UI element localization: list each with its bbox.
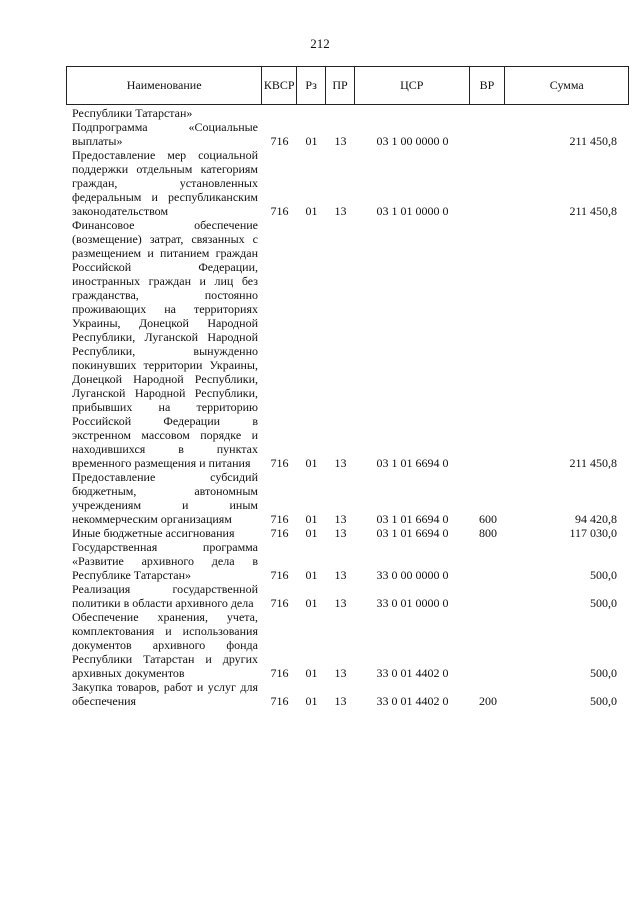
cell-name: Обеспечение хранения, учета, комплектования и использования документов архивного фонда Республики Татарстан и других архивных документов <box>72 610 258 680</box>
cell-rz: 01 <box>305 512 318 526</box>
cell-csr: 33 0 01 4402 0 <box>376 666 449 680</box>
table-row <box>66 218 629 470</box>
cell-kvsr: 716 <box>270 134 289 148</box>
table-body <box>66 106 629 708</box>
cell-rz: 01 <box>305 596 318 610</box>
column-header-sum: Сумма <box>549 78 584 92</box>
cell-pr: 13 <box>334 134 347 148</box>
page-number: 212 <box>310 36 330 51</box>
cell-rz: 01 <box>305 204 318 218</box>
cell-rz: 01 <box>305 666 318 680</box>
cell-name: Предоставление субсидий бюджетным, автономным учреждениям и иным некоммерческим организациям <box>72 470 258 526</box>
cell-pr: 13 <box>334 694 347 708</box>
column-header-csr: ЦСР <box>355 67 470 104</box>
column-header-vr: ВР <box>470 67 506 104</box>
cell-pr: 13 <box>334 666 347 680</box>
table-row <box>66 680 629 708</box>
column-header-pr: ПР <box>326 67 355 104</box>
table-row <box>66 582 629 610</box>
cell-csr: 33 0 01 0000 0 <box>376 596 449 610</box>
table-row <box>66 106 629 120</box>
cell-sum: 94 420,8 <box>575 512 617 526</box>
cell-kvsr: 716 <box>270 596 289 610</box>
cell-pr: 13 <box>334 596 347 610</box>
cell-name: Республики Татарстан» <box>72 106 193 120</box>
cell-sum: 500,0 <box>590 694 617 708</box>
cell-kvsr: 716 <box>270 694 289 708</box>
table-row <box>66 470 629 526</box>
cell-rz: 01 <box>305 526 318 540</box>
column-header-name: Наименование <box>67 67 262 104</box>
cell-pr: 13 <box>334 568 347 582</box>
cell-name: Подпрограмма «Социальные выплаты» <box>72 120 258 148</box>
cell-sum: 211 450,8 <box>569 134 617 148</box>
cell-kvsr: 716 <box>270 204 289 218</box>
cell-sum: 500,0 <box>590 666 617 680</box>
table-header <box>66 66 629 105</box>
column-header-rz: Рз <box>297 67 326 104</box>
cell-vr: 800 <box>479 526 497 540</box>
table-row <box>66 526 629 540</box>
cell-vr: 200 <box>479 694 497 708</box>
cell-kvsr: 716 <box>270 512 289 526</box>
cell-sum: 500,0 <box>590 568 617 582</box>
cell-name: Государственная программа «Развитие архивного дела в Республике Татарстан» <box>72 540 258 582</box>
cell-name: Финансовое обеспечение (возмещение) затрат, связанных с размещением и питанием граждан Российской Федерации, иностранных граждан и лиц без гражданства, постоянно проживающих на территориях Украины, Донецкой Народной Республики, Луганской Народной Республики, вынужденно покинувших территории Украины, Донецкой Народной Республики, Луганской Народной Республики, прибывших на территорию Российской Федерации в экстренном массовом порядке и находившихся в пунктах временного размещения и питания <box>72 218 258 470</box>
cell-name: Предоставление мер социальной поддержки отдельным категориям граждан, установленных федеральным и республиканским законодательством <box>72 148 258 218</box>
cell-sum: 211 450,8 <box>569 456 617 470</box>
cell-csr: 03 1 01 6694 0 <box>376 512 449 526</box>
cell-csr: 33 0 00 0000 0 <box>376 568 449 582</box>
cell-name: Закупка товаров, работ и услуг для обеспечения <box>72 680 258 708</box>
table-row <box>66 610 629 680</box>
table-row <box>66 148 629 218</box>
cell-kvsr: 716 <box>270 666 289 680</box>
cell-kvsr: 716 <box>270 526 289 540</box>
cell-csr: 33 0 01 4402 0 <box>376 694 449 708</box>
cell-rz: 01 <box>305 568 318 582</box>
cell-sum: 117 030,0 <box>569 526 617 540</box>
cell-vr: 600 <box>479 512 497 526</box>
cell-kvsr: 716 <box>270 456 289 470</box>
table-row <box>66 120 629 148</box>
cell-rz: 01 <box>305 134 318 148</box>
cell-sum: 211 450,8 <box>569 204 617 218</box>
cell-pr: 13 <box>334 512 347 526</box>
cell-pr: 13 <box>334 526 347 540</box>
cell-rz: 01 <box>305 694 318 708</box>
cell-sum: 500,0 <box>590 596 617 610</box>
cell-csr: 03 1 00 0000 0 <box>376 134 449 148</box>
table-row <box>66 540 629 582</box>
cell-pr: 13 <box>334 456 347 470</box>
cell-rz: 01 <box>305 456 318 470</box>
column-header-kvsr: КВСР <box>262 67 297 104</box>
cell-kvsr: 716 <box>270 568 289 582</box>
cell-csr: 03 1 01 6694 0 <box>376 456 449 470</box>
cell-csr: 03 1 01 6694 0 <box>376 526 449 540</box>
cell-csr: 03 1 01 0000 0 <box>376 204 449 218</box>
cell-name: Реализация государственной политики в области архивного дела <box>72 582 258 610</box>
cell-pr: 13 <box>334 204 347 218</box>
cell-name: Иные бюджетные ассигнования <box>72 526 235 540</box>
